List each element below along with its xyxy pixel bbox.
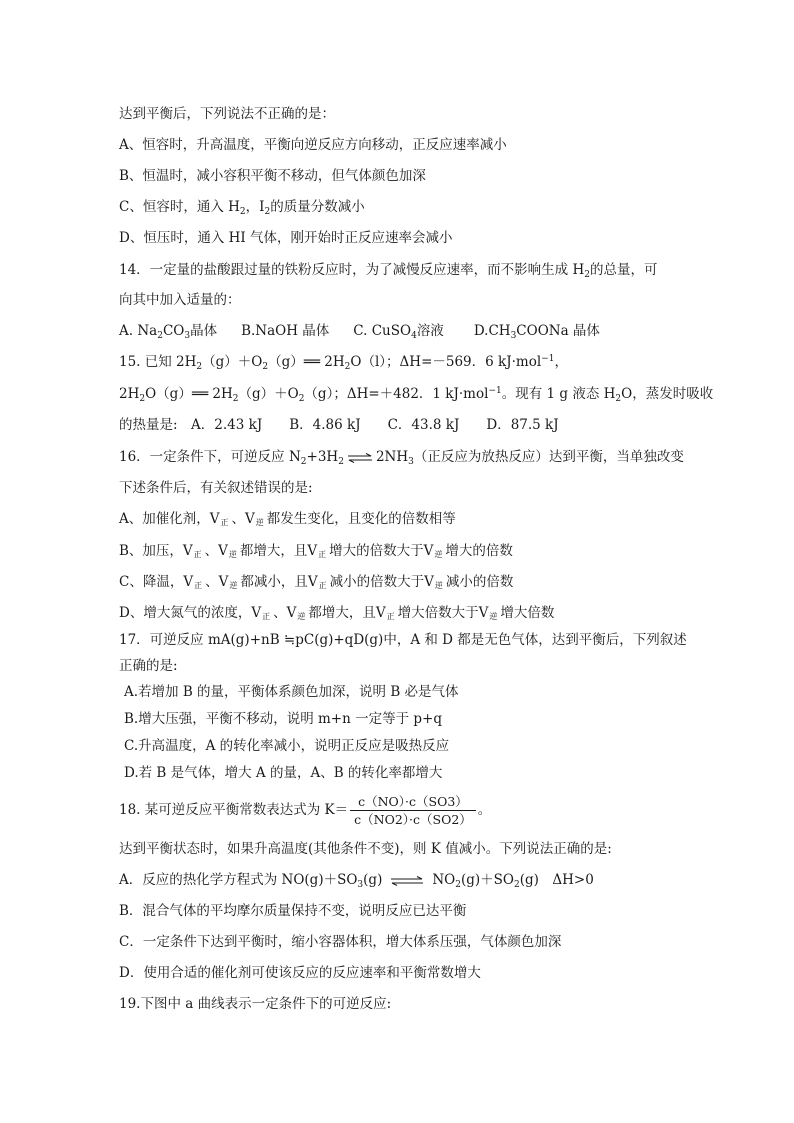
q18-stem-line1: 18. 某可逆反应平衡常数表达式为 K＝ $\frac{c(NO)\cdot c(SO3)}{c(NO2)\cdot c(SO2)}$ 。 <box>119 794 492 827</box>
q16-option-c: C、降温，V正 、V逆 都减小，且V正 减小的倍数大于V逆 减小的倍数 <box>119 574 514 590</box>
q16-stem-line1: 16．一定条件下，可逆反应 $N_2+3H_2$ $2NH_3$（正反应为放热反应）达到平衡，当单独改变 <box>119 449 684 467</box>
q16-option-a: A、加催化剂，V正 、V逆 都发生变化，且变化的倍数相等 <box>119 511 456 527</box>
q14-option-d: $D.CH_3COONa$ 晶体 <box>473 323 600 341</box>
q17-stem-line2: 正确的是: <box>119 658 178 674</box>
q14-stem-line1: 14．一定量的盐酸跟过量的铁粉反应时，为了减慢反应速率，而不影响生成 $H_2$的总量，可 <box>119 262 658 280</box>
q16-option-d: D、增大氮气的浓度，V正 、V逆 都增大，且V正 增大倍数大于V逆 增大倍数 <box>119 605 555 621</box>
fraction-numerator: c（NO）·c（SO3） <box>350 794 476 811</box>
q18-stem-line2: 达到平衡状态时，如果升高温度(其他条件不变)，则 K 值减小。下列说法正确的是: <box>119 841 612 857</box>
fraction-denominator: c（NO2）·c（SO2） <box>354 812 472 827</box>
q15-line2: $2H_2O(g)══$ $2H_2(g)+O_2(g)$；ΔH=＋482．1 kJ·mol$^{-1}$。现有 1 g 液态 $H_2O$，蒸发时吸收 <box>119 386 714 404</box>
q14-option-a: A. $Na_2CO_3$晶体 <box>119 323 218 341</box>
q14-options <box>119 321 600 341</box>
q13-option-a: A、恒容时，升高温度，平衡向逆反应方向移动，正反应速率减小 <box>119 137 507 153</box>
q13-intro: 达到平衡后，下列说法不正确的是： <box>119 106 335 122</box>
equilibrium-arrow-icon <box>390 876 424 886</box>
q13-option-b: B、恒温时，减小容积平衡不移动，但气体颜色加深 <box>119 168 426 184</box>
q16-option-b: B、加压，V正 、V逆 都增大，且V正 增大的倍数大于V逆 增大的倍数 <box>119 543 513 559</box>
equilibrium-arrow-icon <box>347 453 373 463</box>
q14-option-c: C. CuSO$_4$溶液 <box>353 323 444 341</box>
q13-option-c: C、恒容时，通入 $H_2$，$I_2$的质量分数减小 <box>119 199 365 217</box>
q13-option-d: D、恒压时，通入 HI 气体，刚开始时正反应速率会减小 <box>119 230 453 246</box>
q17-option-d: D.若 B 是气体，增大 A 的量，A、B 的转化率都增大 <box>124 765 443 781</box>
q16-stem-line2: 下述条件后，有关叙述错误的是: <box>119 480 313 496</box>
q18-option-d: D．使用合适的催化剂可使该反应的反应速率和平衡常数增大 <box>119 965 481 981</box>
q17-stem-line1: 17．可逆反应 mA(g)+nB ≒pC(g)+qD(g)中，A 和 D 都是无色气体，达到平衡后，下列叙述 <box>119 632 687 648</box>
q17-option-b: B.增大压强，平衡不移动，说明 m+n 一定等于 p+q <box>124 711 442 727</box>
q14-option-b: B.NaOH 晶体 <box>241 323 330 339</box>
q14-stem-line2: 向其中加入适量的： <box>119 292 241 308</box>
q17-option-c: C.升高温度，A 的转化率减小，说明正反应是吸热反应 <box>124 738 450 754</box>
q18-option-b: B．混合气体的平均摩尔质量保持不变，说明反应已达平衡 <box>119 903 467 919</box>
q17-option-a: A.若增加 B 的量，平衡体系颜色加深，说明 B 必是气体 <box>124 684 459 700</box>
q18-option-a: A．反应的热化学方程式为 $NO(g)+SO_3(g)$ $NO_2(g)+SO_2(g)$ ΔH>0 <box>119 872 594 890</box>
q15-line3-options: 的热量是: A．2.43 kJ B．4.86 kJ C．43.8 kJ D．87.5 kJ <box>119 417 559 433</box>
q15-line1: 15. 已知 $2H_2(g)+O_2(g)══$ $2H_2O(l)$；ΔH=－569．6 kJ·mol$^{-1}$， <box>119 354 568 372</box>
q19-stem-line1: 19.下图中 a 曲线表示一定条件下的可逆反应: <box>119 996 392 1012</box>
q18-option-c: C．一定条件下达到平衡时，缩小容器体积，增大体系压强，气体颜色加深 <box>119 934 562 950</box>
equilibrium-constant-fraction <box>350 794 476 827</box>
